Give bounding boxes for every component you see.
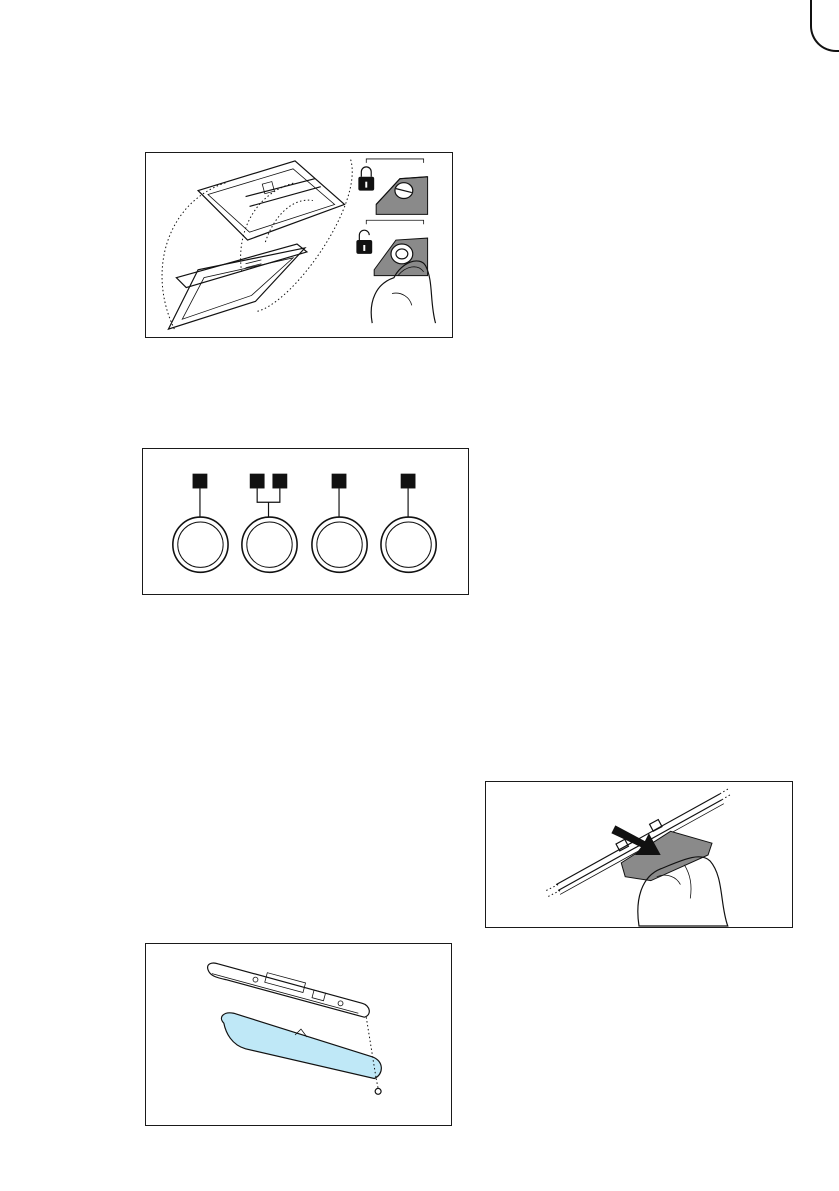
control-knob bbox=[242, 517, 297, 572]
filter-slide-drawing bbox=[486, 782, 792, 927]
page-edge-tab bbox=[810, 0, 839, 52]
control-knob bbox=[173, 517, 228, 572]
control-knob bbox=[381, 517, 436, 572]
control-knob bbox=[312, 517, 367, 572]
lamp-cover-drawing bbox=[146, 944, 451, 1125]
grease-filter-lock-illustration bbox=[145, 152, 453, 338]
arrow-icon bbox=[611, 825, 660, 855]
grease-filter-drawing bbox=[146, 153, 452, 337]
label-marker-3 bbox=[272, 474, 287, 489]
control-knobs-illustration bbox=[142, 448, 469, 595]
label-marker-1 bbox=[193, 474, 208, 489]
filter-slide-illustration bbox=[485, 781, 793, 928]
label-marker-2 bbox=[250, 474, 265, 489]
lamp-cover-illustration bbox=[145, 943, 452, 1126]
label-marker-4 bbox=[332, 474, 347, 489]
screw-icon bbox=[375, 1088, 381, 1094]
lamp-cover-diffuser bbox=[221, 1013, 381, 1079]
control-knobs-drawing bbox=[143, 449, 468, 594]
label-marker-5 bbox=[401, 474, 416, 489]
